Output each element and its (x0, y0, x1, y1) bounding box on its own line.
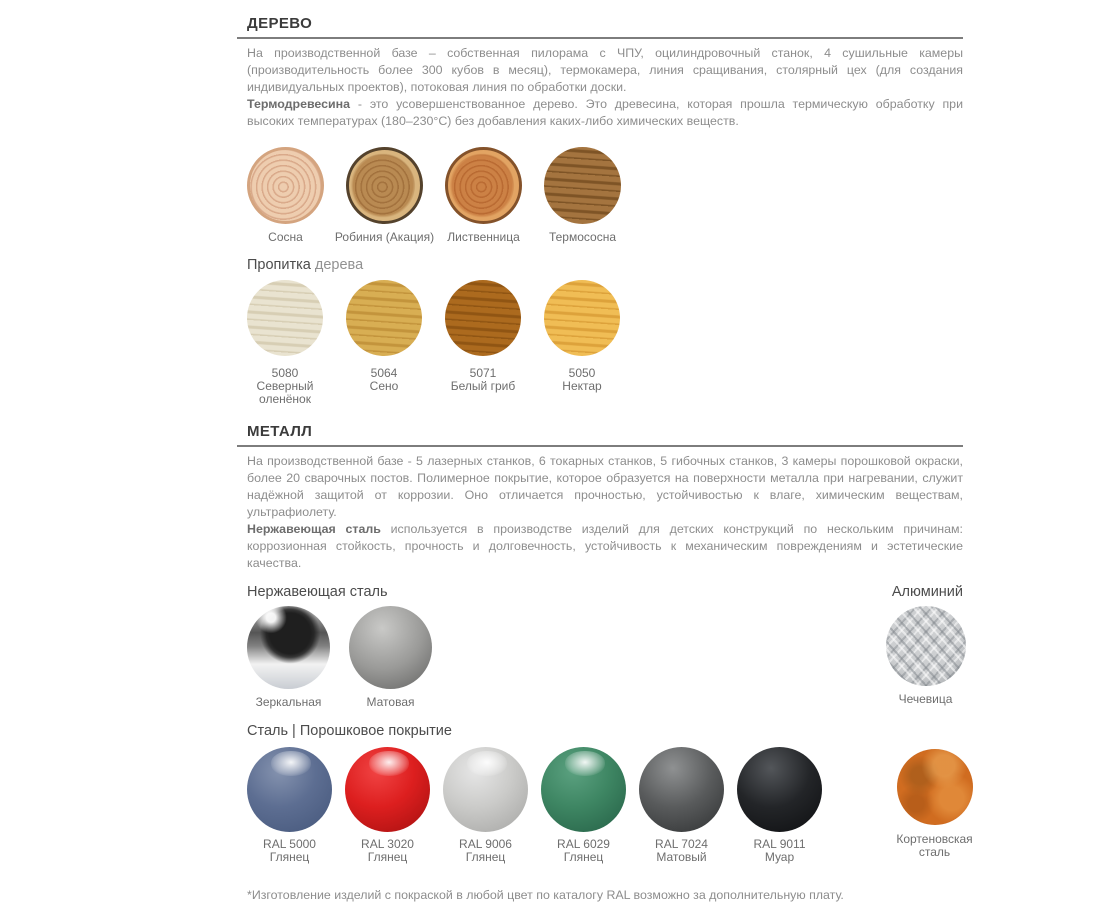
stain-code: 5050 (568, 366, 596, 380)
powder-coating-row (247, 747, 973, 864)
robinia-label: Робиния (Акация) (334, 230, 435, 244)
ral-finish: Глянец (269, 850, 310, 864)
ral-3020-sphere-image (345, 747, 430, 832)
impregnation-swatch-5064 (346, 280, 422, 393)
matte-steel-sphere-image (349, 606, 432, 689)
corten-steel-label: Кортеновская сталь (896, 832, 973, 859)
stainless-swatch-mirror (247, 606, 330, 709)
thermopine-label: Термососна (548, 230, 617, 244)
metal-subheadings-row (237, 584, 963, 600)
pine-label: Сосна (268, 230, 303, 244)
robinia-cross-section-image (346, 147, 423, 224)
ral-9011-swatch (737, 747, 822, 864)
aluminium-diamond-plate-image (886, 606, 966, 686)
pine-cross-section-image (247, 147, 324, 224)
ral-finish: Матовый (656, 850, 707, 864)
wood-intro-paragraph: На производственной базе – собственная пилорама с ЧПУ, оцилиндровочный станок, 4 сушильные камеры (производительность более 300 кубов в месяц), термокамера, линия сращивания, столярный цех (для создания индивидуальных проектов), потоковая линия по обработки доски. (247, 46, 963, 94)
stain-name: Нектар (562, 379, 602, 393)
ral-7024-sphere-image (639, 747, 724, 832)
wood-section (237, 15, 963, 406)
wood-species-row (247, 147, 963, 244)
ral-6029-sphere-image (541, 747, 626, 832)
ral-footnote: *Изготовление изделий с покраской в любой цвет по каталогу RAL возможно за дополнительную плату. (247, 888, 844, 902)
thermowood-description: - это усовершенствованное дерево. Это древесина, которая прошла термическую обработку при высоких температурах (180–230°C) без добавления каких-либо химических веществ. (247, 97, 963, 128)
thermowood-term: Термодревесина (247, 97, 351, 111)
content-column (237, 0, 973, 902)
ral-code: RAL 5000 (263, 837, 316, 851)
ral-code: RAL 3020 (361, 837, 414, 851)
ral-3020-caption (361, 838, 414, 864)
stainless-swatch-matte (349, 606, 432, 709)
metal-section-title: МЕТАЛЛ (247, 423, 313, 440)
wood-swatch-robinia (334, 147, 435, 244)
stain-name: Белый гриб (450, 379, 516, 393)
corten-steel-swatch (892, 747, 977, 859)
stainless-paragraph (247, 521, 963, 572)
stainless-description: используется в производстве изделий для детских конструкций по нескольким причинам: коррозионная стойкость, прочность и долговечность, устойчивость к механическим повреждениям и эстетические качества. (247, 522, 963, 570)
wood-swatch-pine (247, 147, 324, 244)
ral-5000-sphere-image (247, 747, 332, 832)
powder-coating-title: Сталь | Порошковое покрытие (247, 723, 452, 739)
ral-code: RAL 9011 (753, 837, 806, 851)
stain-5050-image (544, 280, 620, 356)
corten-steel-caption (887, 833, 983, 859)
larch-label: Лиственница (447, 230, 520, 244)
ral-7024-caption (655, 838, 708, 864)
stain-name: Северный оленёнок (256, 379, 314, 406)
impregnation-swatch-5050 (544, 280, 620, 393)
stainless-and-aluminium-row (247, 606, 963, 709)
matte-steel-label: Матовая (366, 695, 415, 709)
ral-finish: Глянец (465, 850, 506, 864)
stain-code: 5080 (271, 366, 299, 380)
stain-5080-image (247, 280, 323, 356)
ral-finish: Глянец (563, 850, 604, 864)
ral-3020-swatch (345, 747, 430, 864)
wood-swatch-thermopine (544, 147, 621, 244)
stain-name: Сено (369, 379, 399, 393)
impregnation-row (247, 280, 963, 406)
ral-6029-caption (557, 838, 610, 864)
ral-5000-caption (263, 838, 316, 864)
stain-5064-image (346, 280, 422, 356)
stainless-steel-title: Нержавеющая сталь (247, 584, 388, 600)
thermowood-paragraph (247, 96, 963, 130)
ral-5000-swatch (247, 747, 332, 864)
ral-7024-swatch (639, 747, 724, 864)
metal-intro-paragraph: На производственной базе - 5 лазерных станков, 6 токарных станков, 5 гибочных станков, 3 камеры порошковой окраски, более 20 сварочных постов. Полимерное покрытие, которое образуется на поверхности металла при нагревании, служит надёжной защитой от коррозии. Оно отличается прочностью, устойчивостью к влаге, химическим веществам, ультрафиолету. (247, 454, 963, 519)
stain-5071-image (445, 280, 521, 356)
stain-5071-caption (439, 367, 527, 393)
impregnation-title-word1: Пропитка (247, 257, 311, 273)
ral-9006-caption (459, 838, 512, 864)
ral-9011-sphere-image (737, 747, 822, 832)
thermopine-grain-image (544, 147, 621, 224)
ral-code: RAL 7024 (655, 837, 708, 851)
ral-finish: Муар (764, 850, 795, 864)
ral-9006-swatch (443, 747, 528, 864)
mirror-steel-sphere-image (247, 606, 330, 689)
mirror-steel-label: Зеркальная (255, 695, 322, 709)
stain-code: 5071 (469, 366, 497, 380)
stain-5050-caption (538, 367, 626, 393)
aluminium-title: Алюминий (891, 584, 963, 600)
wood-section-title: ДЕРЕВО (247, 15, 313, 32)
ral-6029-swatch (541, 747, 626, 864)
ral-finish: Глянец (367, 850, 408, 864)
larch-cross-section-image (445, 147, 522, 224)
aluminium-swatch (884, 606, 967, 706)
stain-code: 5064 (370, 366, 398, 380)
impregnation-title (247, 257, 963, 273)
stain-5064-caption (340, 367, 428, 393)
wood-section-divider (237, 37, 963, 39)
ral-code: RAL 9006 (459, 837, 512, 851)
aluminium-label: Чечевица (898, 692, 953, 706)
impregnation-swatch-5071 (445, 280, 521, 393)
ral-9011-caption (753, 838, 805, 864)
stain-5080-caption (241, 367, 329, 406)
ral-9006-sphere-image (443, 747, 528, 832)
metal-section-divider (237, 445, 963, 447)
corten-steel-texture-image (897, 749, 973, 825)
stainless-term: Нержавеющая сталь (247, 522, 381, 536)
metal-section (237, 423, 973, 864)
wood-swatch-larch (445, 147, 522, 244)
impregnation-title-word2: дерева (314, 257, 364, 273)
impregnation-swatch-5080 (247, 280, 323, 406)
ral-code: RAL 6029 (557, 837, 610, 851)
